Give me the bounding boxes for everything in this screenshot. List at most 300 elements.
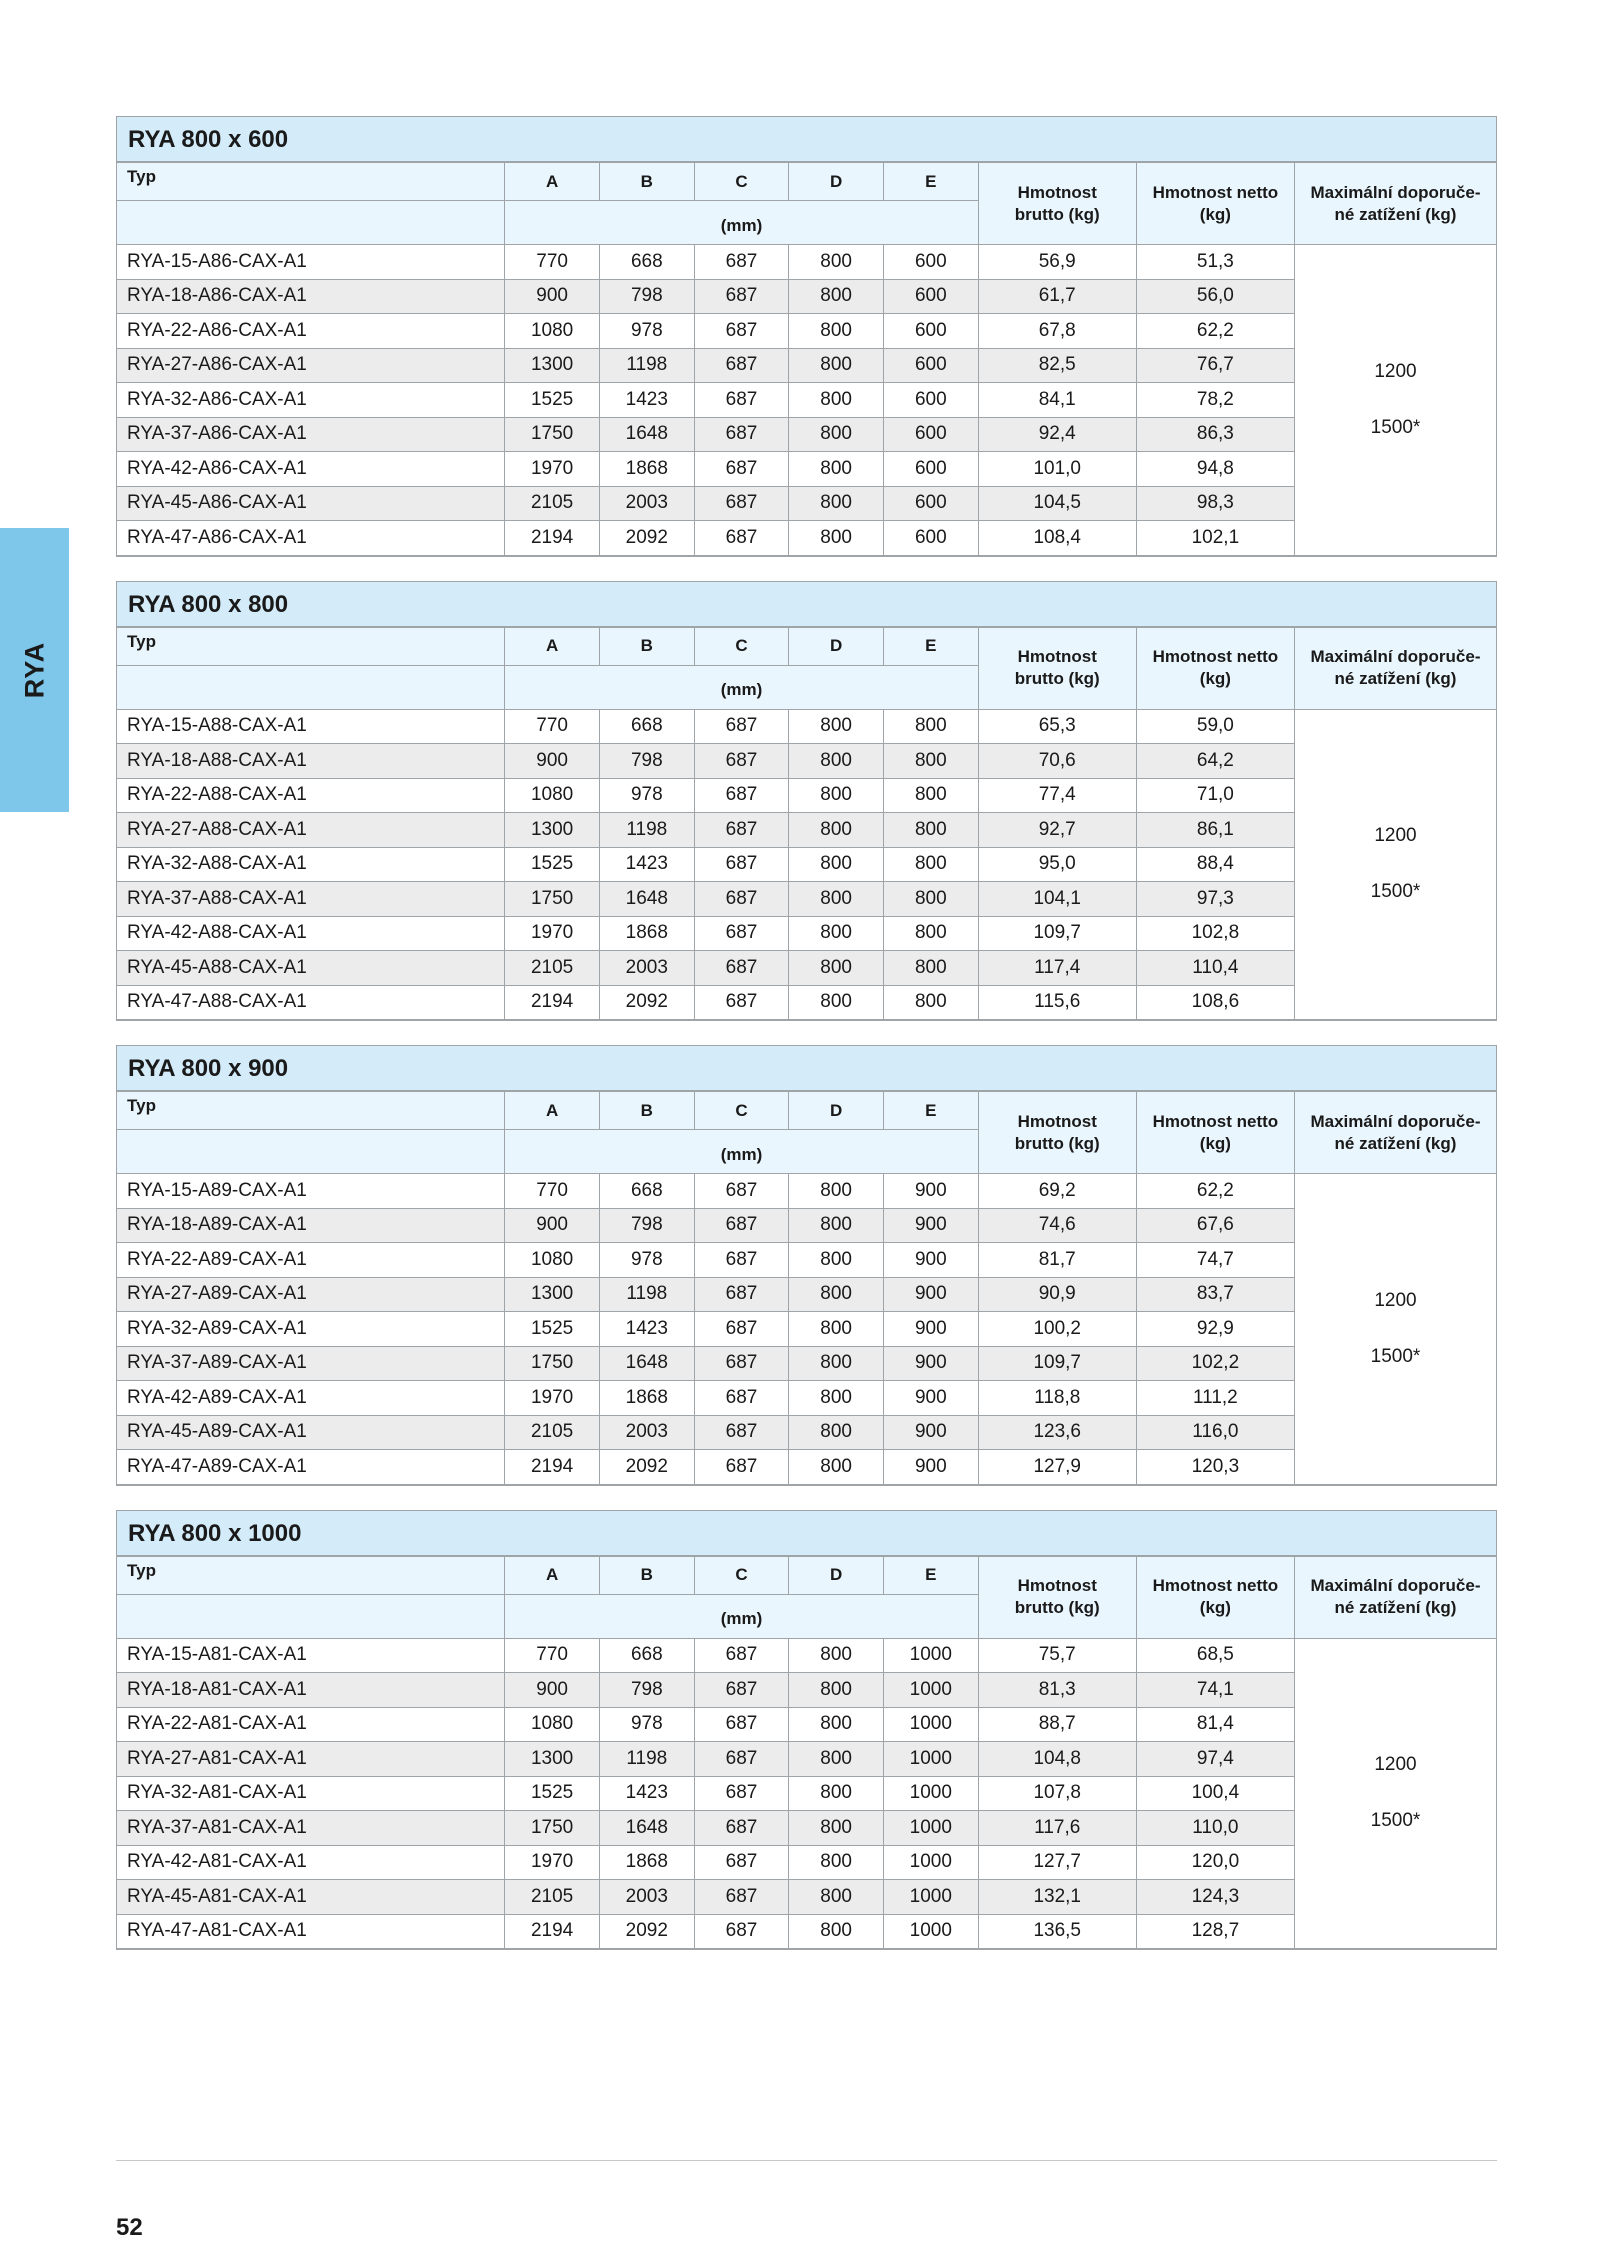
- header-dim-a: A: [505, 627, 600, 665]
- value-cell: 687: [694, 1415, 789, 1450]
- type-cell: RYA-47-A86-CAX-A1: [117, 521, 505, 556]
- value-cell: 770: [505, 1638, 600, 1673]
- header-max-load-line2: né zatížení (kg): [1334, 204, 1457, 224]
- value-cell: 800: [789, 1638, 884, 1673]
- type-cell: RYA-22-A88-CAX-A1: [117, 778, 505, 813]
- max-load-value-alt: 1500*: [1370, 416, 1421, 438]
- table-row: [117, 348, 1496, 383]
- type-cell: RYA-45-A88-CAX-A1: [117, 951, 505, 986]
- table-row: [117, 1346, 1496, 1381]
- value-cell: 900: [883, 1450, 978, 1485]
- table-row: [117, 778, 1496, 813]
- header-typ-spacer: [117, 665, 505, 709]
- value-cell: 90,9: [978, 1277, 1136, 1312]
- value-cell: 978: [599, 314, 694, 349]
- value-cell: 75,7: [978, 1638, 1136, 1673]
- value-cell: 800: [789, 279, 884, 314]
- value-cell: 108,4: [978, 521, 1136, 556]
- value-cell: 104,5: [978, 486, 1136, 521]
- value-cell: 800: [789, 417, 884, 452]
- value-cell: 2003: [599, 1415, 694, 1450]
- type-cell: RYA-27-A88-CAX-A1: [117, 813, 505, 848]
- value-cell: 770: [505, 1174, 600, 1209]
- header-dim-b: B: [599, 1092, 694, 1130]
- table-row: [117, 486, 1496, 521]
- product-tables: [116, 116, 1497, 1974]
- table-row: [117, 1742, 1496, 1777]
- header-net-weight-line1: Hmotnost netto: [1152, 1111, 1279, 1131]
- table-row: [117, 882, 1496, 917]
- header-max-load-line1: Maximální doporuče-: [1310, 182, 1481, 202]
- header-dim-e: E: [883, 163, 978, 201]
- value-cell: 800: [789, 1381, 884, 1416]
- value-cell: 800: [789, 245, 884, 280]
- header-net-weight-line1: Hmotnost netto: [1152, 1576, 1279, 1595]
- value-cell: 82,5: [978, 348, 1136, 383]
- header-gross-weight: [978, 1092, 1136, 1174]
- max-load-value: 1200: [1374, 360, 1417, 382]
- value-cell: 2105: [505, 486, 600, 521]
- value-cell: 687: [694, 1811, 789, 1846]
- value-cell: 123,6: [978, 1415, 1136, 1450]
- value-cell: 1868: [599, 916, 694, 951]
- value-cell: 687: [694, 279, 789, 314]
- value-cell: 1300: [505, 1742, 600, 1777]
- value-cell: 62,2: [1136, 314, 1294, 349]
- value-cell: 100,2: [978, 1312, 1136, 1347]
- value-cell: 1423: [599, 383, 694, 418]
- type-cell: RYA-18-A81-CAX-A1: [117, 1673, 505, 1708]
- value-cell: 1000: [883, 1776, 978, 1811]
- table-row: [117, 383, 1496, 418]
- type-cell: RYA-22-A86-CAX-A1: [117, 314, 505, 349]
- value-cell: 687: [694, 1243, 789, 1278]
- value-cell: 1080: [505, 1707, 600, 1742]
- max-load-value: 1200: [1374, 1289, 1417, 1311]
- value-cell: 1080: [505, 314, 600, 349]
- value-cell: 67,8: [978, 314, 1136, 349]
- header-dim-d: D: [789, 1092, 884, 1130]
- value-cell: 136,5: [978, 1914, 1136, 1949]
- spec-table: [117, 162, 1496, 556]
- value-cell: 81,7: [978, 1243, 1136, 1278]
- value-cell: 120,3: [1136, 1450, 1294, 1485]
- value-cell: 800: [883, 709, 978, 744]
- value-cell: 124,3: [1136, 1880, 1294, 1915]
- value-cell: 88,4: [1136, 847, 1294, 882]
- section-side-tab: [0, 528, 69, 812]
- header-dim-c: C: [694, 1556, 789, 1594]
- value-cell: 69,2: [978, 1174, 1136, 1209]
- type-cell: RYA-32-A89-CAX-A1: [117, 1312, 505, 1347]
- table-row: [117, 709, 1496, 744]
- table-row: [117, 417, 1496, 452]
- value-cell: 102,2: [1136, 1346, 1294, 1381]
- type-cell: RYA-45-A86-CAX-A1: [117, 486, 505, 521]
- footer-divider: [116, 2160, 1497, 2161]
- type-cell: RYA-15-A89-CAX-A1: [117, 1174, 505, 1209]
- value-cell: 2105: [505, 951, 600, 986]
- type-cell: RYA-42-A81-CAX-A1: [117, 1845, 505, 1880]
- header-gross-weight-line1: Hmotnost: [1017, 1111, 1097, 1131]
- value-cell: 687: [694, 486, 789, 521]
- type-cell: RYA-42-A88-CAX-A1: [117, 916, 505, 951]
- header-dim-d: D: [789, 627, 884, 665]
- value-cell: 800: [789, 1880, 884, 1915]
- value-cell: 68,5: [1136, 1638, 1294, 1673]
- value-cell: 900: [883, 1346, 978, 1381]
- value-cell: 109,7: [978, 916, 1136, 951]
- header-net-weight-line2: (kg): [1199, 1598, 1231, 1617]
- value-cell: 687: [694, 813, 789, 848]
- value-cell: 64,2: [1136, 744, 1294, 779]
- value-cell: 1198: [599, 348, 694, 383]
- value-cell: 978: [599, 1243, 694, 1278]
- value-cell: 800: [789, 1776, 884, 1811]
- value-cell: 120,0: [1136, 1845, 1294, 1880]
- value-cell: 1000: [883, 1638, 978, 1673]
- header-gross-weight-line1: Hmotnost: [1017, 647, 1097, 666]
- type-cell: RYA-18-A88-CAX-A1: [117, 744, 505, 779]
- header-dim-e: E: [883, 627, 978, 665]
- table-row: [117, 1914, 1496, 1949]
- type-cell: RYA-32-A81-CAX-A1: [117, 1776, 505, 1811]
- value-cell: 900: [883, 1415, 978, 1450]
- type-cell: RYA-15-A88-CAX-A1: [117, 709, 505, 744]
- table-row: [117, 452, 1496, 487]
- header-max-load-line2: né zatížení (kg): [1334, 1133, 1457, 1153]
- value-cell: 1750: [505, 1811, 600, 1846]
- max-load-value: 1200: [1374, 1754, 1417, 1776]
- value-cell: 115,6: [978, 985, 1136, 1020]
- value-cell: 687: [694, 314, 789, 349]
- header-dim-b: B: [599, 1556, 694, 1594]
- value-cell: 770: [505, 245, 600, 280]
- header-max-load: [1294, 1556, 1496, 1638]
- value-cell: 1000: [883, 1811, 978, 1846]
- page-number: 52: [116, 2214, 143, 2241]
- value-cell: 800: [789, 1742, 884, 1777]
- value-cell: 1970: [505, 452, 600, 487]
- header-typ-spacer: [117, 1594, 505, 1638]
- value-cell: 1198: [599, 1277, 694, 1312]
- header-typ: Typ: [117, 1556, 505, 1594]
- value-cell: 61,7: [978, 279, 1136, 314]
- value-cell: 1970: [505, 1381, 600, 1416]
- value-cell: 2194: [505, 1914, 600, 1949]
- type-cell: RYA-22-A81-CAX-A1: [117, 1707, 505, 1742]
- value-cell: 687: [694, 1208, 789, 1243]
- value-cell: 117,6: [978, 1811, 1136, 1846]
- value-cell: 1300: [505, 813, 600, 848]
- value-cell: 800: [789, 1346, 884, 1381]
- header-dim-a: A: [505, 1092, 600, 1130]
- value-cell: 1000: [883, 1845, 978, 1880]
- value-cell: 97,3: [1136, 882, 1294, 917]
- value-cell: 687: [694, 348, 789, 383]
- max-load-value-alt: 1500*: [1370, 1810, 1421, 1832]
- value-cell: 687: [694, 1174, 789, 1209]
- value-cell: 101,0: [978, 452, 1136, 487]
- table-row: [117, 1381, 1496, 1416]
- value-cell: 600: [883, 452, 978, 487]
- value-cell: 800: [883, 847, 978, 882]
- header-dim-d: D: [789, 1556, 884, 1594]
- value-cell: 110,4: [1136, 951, 1294, 986]
- header-net-weight-line1: Hmotnost netto: [1152, 647, 1279, 666]
- value-cell: 1648: [599, 417, 694, 452]
- value-cell: 86,1: [1136, 813, 1294, 848]
- value-cell: 1198: [599, 1742, 694, 1777]
- type-cell: RYA-27-A89-CAX-A1: [117, 1277, 505, 1312]
- header-gross-weight: [978, 163, 1136, 245]
- value-cell: 668: [599, 709, 694, 744]
- value-cell: 1868: [599, 1845, 694, 1880]
- max-load-cell: [1294, 709, 1496, 1020]
- value-cell: 2092: [599, 1450, 694, 1485]
- value-cell: 687: [694, 1638, 789, 1673]
- header-net-weight: [1136, 163, 1294, 245]
- header-gross-weight: [978, 1556, 1136, 1638]
- value-cell: 1648: [599, 1346, 694, 1381]
- header-dim-e: E: [883, 1092, 978, 1130]
- table-row: [117, 1450, 1496, 1485]
- value-cell: 800: [789, 744, 884, 779]
- value-cell: 2194: [505, 985, 600, 1020]
- value-cell: 2194: [505, 1450, 600, 1485]
- header-typ-spacer: [117, 201, 505, 245]
- value-cell: 1868: [599, 452, 694, 487]
- header-gross-weight-line2: brutto (kg): [1014, 1133, 1100, 1153]
- header-typ-spacer: [117, 1130, 505, 1174]
- header-max-load-line2: né zatížení (kg): [1334, 669, 1457, 688]
- value-cell: 74,6: [978, 1208, 1136, 1243]
- value-cell: 800: [789, 882, 884, 917]
- table-row: [117, 521, 1496, 556]
- table-row: [117, 813, 1496, 848]
- value-cell: 92,4: [978, 417, 1136, 452]
- value-cell: 800: [789, 314, 884, 349]
- value-cell: 800: [789, 709, 884, 744]
- value-cell: 84,1: [978, 383, 1136, 418]
- type-cell: RYA-37-A88-CAX-A1: [117, 882, 505, 917]
- value-cell: 668: [599, 1638, 694, 1673]
- value-cell: 800: [789, 1174, 884, 1209]
- max-load-cell: [1294, 245, 1496, 556]
- header-dim-a: A: [505, 1556, 600, 1594]
- value-cell: 800: [789, 1243, 884, 1278]
- value-cell: 600: [883, 314, 978, 349]
- value-cell: 800: [789, 1415, 884, 1450]
- type-cell: RYA-32-A86-CAX-A1: [117, 383, 505, 418]
- value-cell: 687: [694, 744, 789, 779]
- table-row: [117, 1776, 1496, 1811]
- value-cell: 102,8: [1136, 916, 1294, 951]
- value-cell: 687: [694, 709, 789, 744]
- type-cell: RYA-47-A81-CAX-A1: [117, 1914, 505, 1949]
- value-cell: 800: [883, 813, 978, 848]
- value-cell: 127,9: [978, 1450, 1136, 1485]
- type-cell: RYA-47-A88-CAX-A1: [117, 985, 505, 1020]
- header-dim-d: D: [789, 163, 884, 201]
- value-cell: 687: [694, 951, 789, 986]
- value-cell: 97,4: [1136, 1742, 1294, 1777]
- value-cell: 100,4: [1136, 1776, 1294, 1811]
- section-side-tab-label: RYA: [19, 641, 49, 699]
- value-cell: 800: [883, 744, 978, 779]
- value-cell: 687: [694, 245, 789, 280]
- value-cell: 83,7: [1136, 1277, 1294, 1312]
- header-gross-weight-line2: brutto (kg): [1014, 204, 1100, 224]
- value-cell: 127,7: [978, 1845, 1136, 1880]
- table-title: RYA 800 x 900: [117, 1046, 1496, 1091]
- header-gross-weight-line2: brutto (kg): [1014, 669, 1100, 688]
- value-cell: 1423: [599, 1776, 694, 1811]
- value-cell: 92,7: [978, 813, 1136, 848]
- value-cell: 800: [883, 951, 978, 986]
- type-cell: RYA-37-A89-CAX-A1: [117, 1346, 505, 1381]
- value-cell: 900: [505, 1208, 600, 1243]
- value-cell: 900: [883, 1243, 978, 1278]
- value-cell: 1750: [505, 1346, 600, 1381]
- value-cell: 81,4: [1136, 1707, 1294, 1742]
- header-max-load: [1294, 163, 1496, 245]
- table-row: [117, 1811, 1496, 1846]
- spec-table: [117, 627, 1496, 1021]
- value-cell: 687: [694, 521, 789, 556]
- value-cell: 2003: [599, 951, 694, 986]
- value-cell: 900: [505, 744, 600, 779]
- value-cell: 600: [883, 486, 978, 521]
- header-unit-mm: (mm): [505, 201, 978, 245]
- table-row: [117, 245, 1496, 280]
- header-gross-weight: [978, 627, 1136, 709]
- spec-table: [117, 1091, 1496, 1485]
- table-row: [117, 916, 1496, 951]
- value-cell: 1080: [505, 1243, 600, 1278]
- table-row: [117, 744, 1496, 779]
- value-cell: 900: [505, 279, 600, 314]
- value-cell: 798: [599, 1673, 694, 1708]
- table-row: [117, 985, 1496, 1020]
- value-cell: 1525: [505, 1312, 600, 1347]
- value-cell: 978: [599, 778, 694, 813]
- value-cell: 104,8: [978, 1742, 1136, 1777]
- header-max-load-line1: Maximální doporuče-: [1310, 647, 1481, 666]
- value-cell: 67,6: [1136, 1208, 1294, 1243]
- value-cell: 798: [599, 744, 694, 779]
- value-cell: 687: [694, 383, 789, 418]
- value-cell: 1525: [505, 383, 600, 418]
- header-unit-mm: (mm): [505, 1130, 978, 1174]
- value-cell: 81,3: [978, 1673, 1136, 1708]
- value-cell: 56,9: [978, 245, 1136, 280]
- value-cell: 600: [883, 383, 978, 418]
- value-cell: 770: [505, 709, 600, 744]
- table-row: [117, 1845, 1496, 1880]
- value-cell: 687: [694, 985, 789, 1020]
- value-cell: 800: [789, 847, 884, 882]
- value-cell: 900: [883, 1312, 978, 1347]
- value-cell: 687: [694, 1381, 789, 1416]
- value-cell: 687: [694, 1880, 789, 1915]
- value-cell: 92,9: [1136, 1312, 1294, 1347]
- header-max-load-line1: Maximální doporuče-: [1310, 1111, 1481, 1131]
- header-unit-mm: (mm): [505, 1594, 978, 1638]
- value-cell: 687: [694, 847, 789, 882]
- value-cell: 800: [789, 1811, 884, 1846]
- value-cell: 687: [694, 1450, 789, 1485]
- value-cell: 86,3: [1136, 417, 1294, 452]
- header-max-load-line2: né zatížení (kg): [1334, 1598, 1457, 1617]
- header-net-weight: [1136, 1556, 1294, 1638]
- value-cell: 798: [599, 279, 694, 314]
- table-row: [117, 1312, 1496, 1347]
- value-cell: 56,0: [1136, 279, 1294, 314]
- max-load-value-alt: 1500*: [1370, 1345, 1421, 1367]
- value-cell: 687: [694, 1673, 789, 1708]
- value-cell: 94,8: [1136, 452, 1294, 487]
- header-dim-c: C: [694, 627, 789, 665]
- value-cell: 800: [789, 1312, 884, 1347]
- type-cell: RYA-37-A81-CAX-A1: [117, 1811, 505, 1846]
- value-cell: 74,1: [1136, 1673, 1294, 1708]
- header-unit-mm: (mm): [505, 665, 978, 709]
- type-cell: RYA-45-A81-CAX-A1: [117, 1880, 505, 1915]
- value-cell: 800: [883, 916, 978, 951]
- table-title: RYA 800 x 1000: [117, 1511, 1496, 1556]
- value-cell: 107,8: [978, 1776, 1136, 1811]
- header-net-weight-line2: (kg): [1199, 204, 1231, 224]
- type-cell: RYA-27-A81-CAX-A1: [117, 1742, 505, 1777]
- value-cell: 88,7: [978, 1707, 1136, 1742]
- value-cell: 1423: [599, 1312, 694, 1347]
- header-max-load: [1294, 1092, 1496, 1174]
- header-gross-weight-line1: Hmotnost: [1017, 1576, 1097, 1595]
- product-table: [116, 581, 1497, 1022]
- type-cell: RYA-32-A88-CAX-A1: [117, 847, 505, 882]
- value-cell: 600: [883, 279, 978, 314]
- type-cell: RYA-47-A89-CAX-A1: [117, 1450, 505, 1485]
- value-cell: 668: [599, 1174, 694, 1209]
- product-table: [116, 1510, 1497, 1951]
- table-title: RYA 800 x 800: [117, 582, 1496, 627]
- value-cell: 800: [789, 521, 884, 556]
- table-title: RYA 800 x 600: [117, 117, 1496, 162]
- value-cell: 128,7: [1136, 1914, 1294, 1949]
- value-cell: 111,2: [1136, 1381, 1294, 1416]
- value-cell: 1000: [883, 1707, 978, 1742]
- value-cell: 687: [694, 1776, 789, 1811]
- value-cell: 2194: [505, 521, 600, 556]
- value-cell: 600: [883, 245, 978, 280]
- value-cell: 77,4: [978, 778, 1136, 813]
- header-net-weight: [1136, 627, 1294, 709]
- value-cell: 800: [789, 348, 884, 383]
- type-cell: RYA-15-A81-CAX-A1: [117, 1638, 505, 1673]
- table-row: [117, 1880, 1496, 1915]
- value-cell: 1750: [505, 882, 600, 917]
- value-cell: 800: [789, 985, 884, 1020]
- product-table: [116, 116, 1497, 557]
- value-cell: 900: [883, 1208, 978, 1243]
- value-cell: 800: [789, 1277, 884, 1312]
- header-dim-a: A: [505, 163, 600, 201]
- value-cell: 1000: [883, 1880, 978, 1915]
- value-cell: 2092: [599, 985, 694, 1020]
- table-row: [117, 1174, 1496, 1209]
- header-gross-weight-line2: brutto (kg): [1014, 1598, 1100, 1617]
